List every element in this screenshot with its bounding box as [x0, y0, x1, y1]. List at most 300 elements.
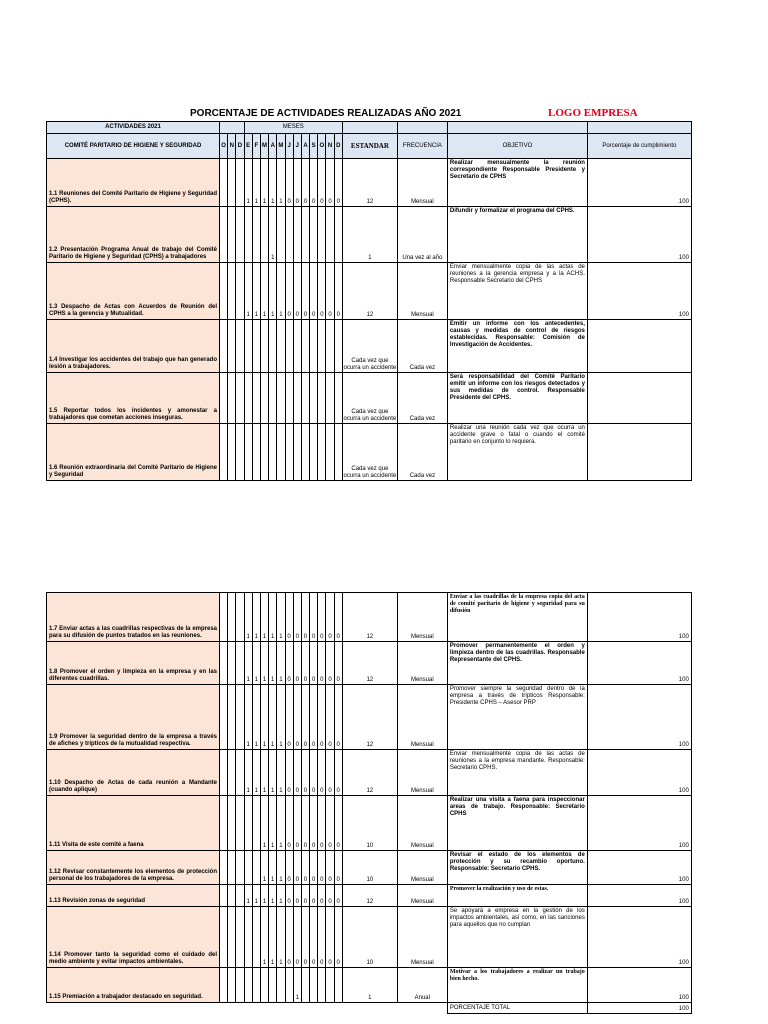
month-cell: 1: [277, 750, 285, 796]
empty-cell: [397, 1003, 447, 1014]
month-cell: [301, 968, 309, 1003]
month-cell: 1: [269, 796, 277, 851]
month-cell: 1: [252, 593, 260, 642]
month-cell: 0: [310, 750, 318, 796]
month-cell: [293, 373, 301, 424]
month-cell: [310, 207, 318, 263]
month-cell: [244, 907, 252, 968]
month-cell: 0: [334, 642, 342, 685]
month-cell: 0: [301, 885, 309, 907]
month-cell: [220, 159, 228, 207]
month-header: S: [310, 134, 318, 159]
month-cell: [236, 207, 244, 263]
porcentaje-cell: 100: [587, 593, 691, 642]
activity-cell: 1.14 Promover tanto la seguridad como el cuidado del medio ambiente y evitar impactos ambientales.: [47, 907, 220, 968]
month-cell: 1: [244, 685, 252, 750]
month-header: D: [236, 134, 244, 159]
month-cell: [326, 207, 334, 263]
month-header: J: [285, 134, 293, 159]
empty-cell: [277, 1003, 285, 1014]
month-cell: [334, 968, 342, 1003]
month-cell: [285, 207, 293, 263]
table-row: [47, 593, 692, 642]
empty-cell: [220, 1003, 228, 1014]
month-cell: 0: [326, 593, 334, 642]
frecuencia-cell: Anual: [397, 968, 447, 1003]
month-cell: 1: [260, 593, 268, 642]
month-cell: [310, 373, 318, 424]
total-row: [47, 1003, 692, 1014]
empty-cell: [252, 1003, 260, 1014]
month-cell: 1: [252, 263, 260, 320]
month-cell: 0: [293, 685, 301, 750]
activity-cell: 1.15 Premiación a trabajador destacado en seguridad.: [47, 968, 220, 1003]
month-cell: 0: [318, 907, 326, 968]
month-cell: [310, 424, 318, 481]
objetivo-cell: Enviar mensualmente copia de las actas de reuniones a la gerencia empresa y a la ACHS. Responsable Secretario del CPHS: [447, 263, 587, 320]
month-cell: 0: [326, 685, 334, 750]
month-cell: [252, 320, 260, 373]
month-cell: [277, 320, 285, 373]
empty-cell: [310, 1003, 318, 1014]
activity-cell: 1.12 Revisar constantemente los elementos de protección personal de los trabajadores de la empresa.: [47, 851, 220, 885]
month-cell: 0: [326, 263, 334, 320]
frecuencia-cell: Una vez al año: [397, 207, 447, 263]
month-cell: [244, 373, 252, 424]
activity-cell: 1.2 Presentación Programa Anual de trabajo del Comité Paritario de Higiene y Seguridad (CPHS) a trabajadores: [47, 207, 220, 263]
month-header: A: [269, 134, 277, 159]
month-cell: [228, 320, 236, 373]
objetivo-cell: Realizar mensualmente la reunión correspondiente Responsable Presidente y Secretario de CPHS: [447, 159, 587, 207]
month-cell: 0: [285, 885, 293, 907]
month-cell: [220, 320, 228, 373]
month-cell: [269, 320, 277, 373]
month-cell: [228, 885, 236, 907]
objetivo-cell: Será responsabilidad del Comité Paritario emitir un informe con los riesgos detectados y sus medidas de control. Responsable Presidente del CPHS.: [447, 373, 587, 424]
page-title: PORCENTAJE DE ACTIVIDADES REALIZADAS AÑO 2021: [190, 108, 462, 119]
table-row: [47, 263, 692, 320]
header-blank: [220, 122, 245, 134]
estandar-cell: 1: [342, 207, 397, 263]
month-cell: 0: [301, 796, 309, 851]
month-cell: 0: [285, 750, 293, 796]
objetivo-cell: Enviar mensualmente copia de las actas de reuniones a la empresa mandante. Responsable: Secretario CPHS.: [447, 750, 587, 796]
month-cell: 0: [334, 593, 342, 642]
porcentaje-cell: 100: [587, 685, 691, 750]
porcentaje-cell: [587, 424, 691, 481]
month-cell: [236, 320, 244, 373]
empty-cell: [260, 1003, 268, 1014]
porcentaje-cell: 100: [587, 885, 691, 907]
month-header: M: [277, 134, 285, 159]
month-header: A: [301, 134, 309, 159]
table-row: [47, 207, 692, 263]
month-cell: [228, 159, 236, 207]
month-cell: 1: [252, 159, 260, 207]
frecuencia-cell: Mensual: [397, 750, 447, 796]
month-cell: 1: [269, 159, 277, 207]
month-cell: [228, 796, 236, 851]
estandar-cell: 10: [342, 851, 397, 885]
frecuencia-cell: Mensual: [397, 593, 447, 642]
month-cell: [236, 907, 244, 968]
month-cell: [228, 373, 236, 424]
month-cell: 0: [310, 885, 318, 907]
month-cell: 0: [310, 851, 318, 885]
month-cell: [244, 207, 252, 263]
month-cell: 0: [318, 750, 326, 796]
month-cell: 0: [310, 642, 318, 685]
month-cell: 0: [301, 851, 309, 885]
month-cell: [326, 424, 334, 481]
month-cell: [277, 968, 285, 1003]
month-cell: 0: [334, 750, 342, 796]
month-cell: 1: [269, 885, 277, 907]
month-cell: 1: [260, 642, 268, 685]
month-cell: 0: [285, 593, 293, 642]
porcentaje-cell: 100: [587, 851, 691, 885]
empty-cell: [285, 1003, 293, 1014]
month-cell: [310, 968, 318, 1003]
month-cell: 1: [260, 796, 268, 851]
month-cell: 0: [285, 796, 293, 851]
activity-cell: 1.6 Reunión extraordinaria del Comité Paritario de Higiene y Seguridad: [47, 424, 220, 481]
month-cell: [252, 373, 260, 424]
month-cell: 0: [293, 642, 301, 685]
month-cell: 0: [285, 642, 293, 685]
table-row: [47, 685, 692, 750]
month-cell: [285, 373, 293, 424]
month-cell: 1: [277, 263, 285, 320]
month-cell: 0: [301, 685, 309, 750]
month-cell: [260, 320, 268, 373]
month-cell: [220, 424, 228, 481]
frecuencia-cell: Mensual: [397, 796, 447, 851]
month-header: N: [228, 134, 236, 159]
month-cell: 1: [244, 642, 252, 685]
objetivo-cell: Motivar a los trabajadores a realizar un trabajo bien hecho.: [447, 968, 587, 1003]
month-cell: 0: [310, 685, 318, 750]
frecuencia-cell: Mensual: [397, 885, 447, 907]
month-cell: 0: [310, 159, 318, 207]
month-cell: [220, 851, 228, 885]
month-cell: [228, 907, 236, 968]
estandar-cell: 12: [342, 685, 397, 750]
month-cell: 0: [285, 907, 293, 968]
activities-table-part-1: [46, 121, 692, 481]
month-cell: [326, 373, 334, 424]
frecuencia-cell: Cada vez: [397, 424, 447, 481]
month-cell: 0: [310, 796, 318, 851]
month-cell: 0: [318, 685, 326, 750]
empty-cell: [236, 1003, 244, 1014]
empty-cell: [326, 1003, 334, 1014]
porcentaje-cell: [587, 373, 691, 424]
header-estandar: ESTANDAR: [342, 134, 397, 159]
month-cell: [220, 642, 228, 685]
month-cell: [310, 320, 318, 373]
header-meses: MESES: [244, 122, 342, 134]
activities-table-part-2: [46, 592, 692, 1014]
header-blank: [342, 122, 397, 134]
month-header: N: [326, 134, 334, 159]
month-cell: 0: [318, 159, 326, 207]
empty-cell: [269, 1003, 277, 1014]
month-cell: [228, 642, 236, 685]
header-frecuencia: FRECUENCIA: [397, 134, 447, 159]
frecuencia-cell: Mensual: [397, 159, 447, 207]
month-cell: [236, 159, 244, 207]
month-cell: 1: [244, 885, 252, 907]
month-cell: 1: [252, 642, 260, 685]
month-cell: 1: [244, 593, 252, 642]
header-blank: [587, 122, 691, 134]
month-cell: [326, 320, 334, 373]
estandar-cell: 10: [342, 796, 397, 851]
month-cell: 0: [334, 159, 342, 207]
objetivo-cell: Enviar a las cuadrillas de la empresa copia del acta de comité paritario de higiene y seguridad para su difusión: [447, 593, 587, 642]
month-cell: 1: [269, 593, 277, 642]
frecuencia-cell: Mensual: [397, 907, 447, 968]
month-cell: [260, 373, 268, 424]
month-cell: [260, 424, 268, 481]
month-cell: [236, 685, 244, 750]
month-cell: [269, 968, 277, 1003]
month-cell: 0: [293, 907, 301, 968]
month-cell: [236, 796, 244, 851]
month-cell: 0: [318, 796, 326, 851]
month-cell: [220, 796, 228, 851]
header-blank: [447, 122, 587, 134]
month-cell: 0: [326, 796, 334, 851]
month-cell: 1: [277, 685, 285, 750]
activity-cell: 1.1 Reuniones del Comité Paritario de Higiene y Seguridad (CPHS).: [47, 159, 220, 207]
objetivo-cell: Revisar el estado de los elementos de protección y su recambio oportuno. Responsable: Secretario CPHS.: [447, 851, 587, 885]
month-cell: [236, 373, 244, 424]
month-cell: [220, 885, 228, 907]
porcentaje-cell: 100: [587, 968, 691, 1003]
objetivo-cell: Difundir y formalizar el programa del CPHS.: [447, 207, 587, 263]
header-actividades: ACTIVIDADES 2021: [47, 122, 220, 134]
empty-cell: [342, 1003, 397, 1014]
month-cell: [318, 424, 326, 481]
month-cell: 0: [293, 159, 301, 207]
month-cell: 1: [277, 851, 285, 885]
month-cell: [228, 750, 236, 796]
table-row: [47, 796, 692, 851]
month-cell: [326, 968, 334, 1003]
month-cell: 1: [269, 851, 277, 885]
table-row: [47, 851, 692, 885]
month-cell: 1: [269, 207, 277, 263]
porcentaje-cell: 100: [587, 207, 691, 263]
month-cell: 0: [326, 851, 334, 885]
month-cell: 0: [318, 593, 326, 642]
month-cell: 0: [334, 851, 342, 885]
month-cell: 1: [252, 750, 260, 796]
month-cell: 1: [277, 885, 285, 907]
month-cell: [334, 424, 342, 481]
month-header: J: [293, 134, 301, 159]
month-cell: [334, 373, 342, 424]
empty-cell: [293, 1003, 301, 1014]
month-cell: 0: [301, 263, 309, 320]
month-cell: [301, 207, 309, 263]
estandar-cell: 10: [342, 907, 397, 968]
empty-cell: [334, 1003, 342, 1014]
month-cell: 0: [326, 159, 334, 207]
frecuencia-cell: Mensual: [397, 263, 447, 320]
month-cell: 0: [334, 796, 342, 851]
porcentaje-cell: 100: [587, 796, 691, 851]
month-cell: [318, 320, 326, 373]
month-cell: [228, 424, 236, 481]
frecuencia-cell: Mensual: [397, 851, 447, 885]
activity-cell: 1.9 Promover la seguridad dentro de la empresa a través de afiches y trípticos de la mutualidad respectiva.: [47, 685, 220, 750]
month-cell: [252, 851, 260, 885]
month-cell: 0: [301, 159, 309, 207]
month-cell: 1: [277, 159, 285, 207]
month-cell: 1: [277, 593, 285, 642]
total-value: 100: [587, 1003, 691, 1014]
frecuencia-cell: Cada vez: [397, 320, 447, 373]
month-cell: 1: [244, 750, 252, 796]
month-cell: [318, 968, 326, 1003]
frecuencia-cell: Mensual: [397, 642, 447, 685]
objetivo-cell: Emitir un informe con los antecedentes, causas y medidas de control de riesgos establecidas. Responsable: Comisión de Investigación de Accidentes.: [447, 320, 587, 373]
month-cell: [260, 968, 268, 1003]
month-cell: 1: [269, 750, 277, 796]
month-cell: 0: [326, 885, 334, 907]
month-cell: 0: [293, 263, 301, 320]
month-cell: [244, 424, 252, 481]
month-cell: 1: [244, 159, 252, 207]
table-row: [47, 320, 692, 373]
month-cell: [228, 593, 236, 642]
month-cell: [252, 907, 260, 968]
month-cell: 1: [277, 907, 285, 968]
empty-cell: [228, 1003, 236, 1014]
estandar-cell: Cada vez que ocurra un accidente: [342, 320, 397, 373]
month-cell: 0: [285, 685, 293, 750]
month-cell: [277, 424, 285, 481]
month-cell: 1: [260, 263, 268, 320]
month-cell: 0: [301, 907, 309, 968]
month-cell: [220, 968, 228, 1003]
objetivo-cell: Promover siempre la seguridad dentro de la empresa a través de trípticos Responsable: Presidente CPHS – Asesor PRP: [447, 685, 587, 750]
month-cell: 0: [310, 593, 318, 642]
estandar-cell: 12: [342, 885, 397, 907]
month-header: D: [334, 134, 342, 159]
month-cell: [301, 320, 309, 373]
header-porcentaje: Porcentaje de cumplimiento: [587, 134, 691, 159]
month-cell: [236, 593, 244, 642]
month-cell: 1: [269, 907, 277, 968]
month-cell: [252, 424, 260, 481]
porcentaje-cell: 100: [587, 263, 691, 320]
month-cell: [301, 424, 309, 481]
month-cell: [220, 373, 228, 424]
month-cell: [277, 207, 285, 263]
objetivo-cell: Promover permanentemente el orden y limpieza dentro de las cuadrillas. Responsable Representante del CPHS.: [447, 642, 587, 685]
month-cell: [301, 373, 309, 424]
month-cell: 1: [260, 159, 268, 207]
month-cell: 0: [285, 263, 293, 320]
month-cell: [252, 207, 260, 263]
month-cell: [244, 320, 252, 373]
activity-cell: 1.10 Despacho de Actas de cada reunión a Mandante (cuando aplique): [47, 750, 220, 796]
activity-cell: 1.11 Visita de este comité a faena: [47, 796, 220, 851]
month-cell: [269, 424, 277, 481]
estandar-cell: Cada vez que ocurra un accidente: [342, 424, 397, 481]
month-cell: 0: [310, 907, 318, 968]
month-cell: [236, 750, 244, 796]
month-cell: [293, 320, 301, 373]
frecuencia-cell: Mensual: [397, 685, 447, 750]
porcentaje-cell: 100: [587, 159, 691, 207]
month-cell: 0: [301, 593, 309, 642]
month-cell: 0: [326, 642, 334, 685]
empty-cell: [244, 1003, 252, 1014]
frecuencia-cell: Cada vez: [397, 373, 447, 424]
month-cell: 1: [252, 885, 260, 907]
month-cell: [277, 373, 285, 424]
month-header: F: [252, 134, 260, 159]
month-cell: [260, 207, 268, 263]
month-cell: [285, 968, 293, 1003]
month-cell: [228, 968, 236, 1003]
month-cell: [236, 424, 244, 481]
objetivo-cell: Realizar una visita a faena para inspeccionar areas de trabajo. Responsable: Secretario CPHS: [447, 796, 587, 851]
estandar-cell: 12: [342, 593, 397, 642]
activity-cell: 1.4 Investigar los accidentes del trabajo que han generado lesión a trabajadores.: [47, 320, 220, 373]
table-row: [47, 159, 692, 207]
month-cell: 1: [277, 796, 285, 851]
activity-cell: 1.5 Reportar todos los incidentes y amonestar a trabajadores que cometan acciones inseguras.: [47, 373, 220, 424]
month-cell: 0: [318, 642, 326, 685]
month-cell: 0: [318, 851, 326, 885]
porcentaje-cell: [587, 320, 691, 373]
month-cell: 1: [260, 851, 268, 885]
objetivo-cell: Promover la realización y uso de estas.: [447, 885, 587, 907]
month-cell: [244, 796, 252, 851]
month-cell: 1: [269, 263, 277, 320]
objetivo-cell: Se apoyará a empresa en la gestión de los impactos ambientales, así como, en las sanciones para aquellos que no cumplan: [447, 907, 587, 968]
month-cell: 1: [269, 685, 277, 750]
activity-cell: 1.3 Despacho de Actas con Acuerdos de Reunión del CPHS a la gerencia y Mutualidad.: [47, 263, 220, 320]
activity-cell: 1.7 Enviar actas a las cuadrillas respectivas de la empresa para su difusión de puntos tratados en las reuniones.: [47, 593, 220, 642]
company-logo-placeholder: LOGO EMPRESA: [548, 107, 638, 119]
month-cell: 1: [252, 685, 260, 750]
estandar-cell: 12: [342, 642, 397, 685]
month-cell: [252, 968, 260, 1003]
month-cell: [334, 207, 342, 263]
month-cell: [318, 207, 326, 263]
month-cell: 1: [260, 750, 268, 796]
month-cell: 0: [326, 907, 334, 968]
month-cell: [236, 642, 244, 685]
table-row: [47, 373, 692, 424]
total-label: PORCENTAJE TOTAL: [447, 1003, 587, 1014]
month-cell: [220, 685, 228, 750]
activity-cell: 1.8 Promover el orden y limpieza en la empresa y en las diferentes cuadrillas.: [47, 642, 220, 685]
month-cell: 0: [318, 885, 326, 907]
month-cell: 0: [285, 159, 293, 207]
month-cell: 1: [260, 885, 268, 907]
month-cell: [220, 207, 228, 263]
month-cell: [236, 885, 244, 907]
empty-cell: [301, 1003, 309, 1014]
